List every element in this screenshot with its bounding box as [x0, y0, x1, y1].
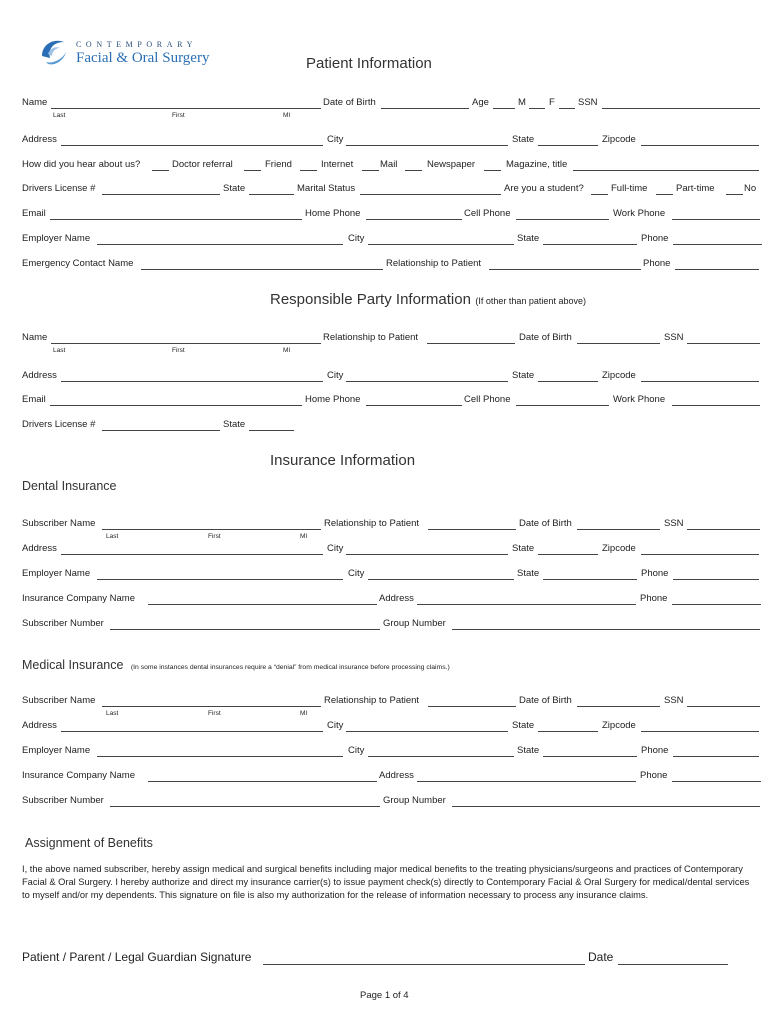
dental-employer-state-field[interactable]	[543, 579, 637, 580]
relationship-label: Relationship to Patient	[386, 258, 482, 269]
address-field[interactable]	[61, 145, 323, 146]
emergency-contact-label: Emergency Contact Name	[22, 258, 134, 269]
medical-employer-state-label: State	[517, 745, 540, 756]
insurance-information-title: Insurance Information	[270, 452, 416, 469]
medical-employer-city-label: City	[348, 745, 365, 756]
signature-date-field[interactable]	[618, 964, 728, 965]
no-label: No	[744, 183, 757, 194]
rp-drivers-license-row	[22, 419, 762, 433]
drivers-license-field[interactable]	[102, 194, 220, 195]
dental-employer-city-field[interactable]	[368, 579, 514, 580]
medical-relationship-field[interactable]	[428, 706, 516, 707]
dental-subscriber-number-field[interactable]	[110, 629, 380, 630]
rp-dl-field[interactable]	[102, 430, 220, 431]
last-sublabel: Last	[53, 112, 66, 119]
friend-label: Friend	[265, 159, 292, 170]
medical-dob-field[interactable]	[577, 706, 660, 707]
home-phone-label: Home Phone	[305, 208, 361, 219]
rp-dl-state-label: State	[223, 419, 246, 430]
patient-address-row	[22, 134, 762, 148]
rp-ssn-field[interactable]	[687, 343, 760, 344]
signature-row	[22, 950, 742, 968]
medical-title-text: Medical Insurance	[22, 658, 124, 672]
how-hear-label: How did you hear about us?	[22, 159, 141, 170]
internet-check[interactable]	[300, 170, 317, 171]
employer-phone-field[interactable]	[673, 244, 762, 245]
full-time-check[interactable]	[591, 194, 608, 195]
medical-zipcode-label: Zipcode	[602, 720, 636, 731]
responsible-title-text: Responsible Party Information	[270, 291, 471, 308]
dental-city-field[interactable]	[346, 554, 508, 555]
dob-field[interactable]	[381, 108, 469, 109]
rp-cell-phone-field[interactable]	[516, 405, 609, 406]
rp-home-phone-field[interactable]	[366, 405, 462, 406]
dental-subscriber-number-label: Subscriber Number	[22, 618, 104, 629]
marital-status-field[interactable]	[360, 194, 501, 195]
dental-subscriber-number-row	[22, 618, 762, 632]
dental-employer-state-label: State	[517, 568, 540, 579]
medical-first-sublabel: First	[208, 710, 221, 717]
medical-employer-field[interactable]	[97, 756, 343, 757]
medical-employer-phone-field[interactable]	[673, 756, 759, 757]
patient-email-row	[22, 208, 762, 222]
assignment-title: Assignment of Benefits	[25, 836, 153, 850]
rp-work-phone-field[interactable]	[672, 405, 760, 406]
dental-zipcode-label: Zipcode	[602, 543, 636, 554]
email-label: Email	[22, 208, 46, 219]
signature-label: Patient / Parent / Legal Guardian Signature	[22, 950, 252, 964]
medical-city-label: City	[327, 720, 344, 731]
rp-relationship-label: Relationship to Patient	[323, 332, 419, 343]
friend-check[interactable]	[244, 170, 261, 171]
employer-state-label: State	[517, 233, 540, 244]
doctor-referral-check[interactable]	[152, 170, 169, 171]
medical-company-phone-label: Phone	[640, 770, 668, 781]
medical-employer-phone-label: Phone	[641, 745, 669, 756]
medical-last-sublabel: Last	[106, 710, 119, 717]
dental-employer-phone-label: Phone	[641, 568, 669, 579]
first-sublabel: First	[172, 112, 185, 119]
dental-dob-label: Date of Birth	[519, 518, 572, 529]
medical-address-label: Address	[22, 720, 57, 731]
medical-employer-state-field[interactable]	[543, 756, 637, 757]
signature-date-label: Date	[588, 950, 614, 964]
dental-company-phone-label: Phone	[640, 593, 668, 604]
state-field[interactable]	[538, 145, 598, 146]
age-field[interactable]	[493, 108, 515, 109]
no-check[interactable]	[726, 194, 743, 195]
rp-email-label: Email	[22, 394, 46, 405]
medical-address-row	[22, 720, 762, 734]
medical-insurance-title	[22, 656, 450, 674]
rp-dob-field[interactable]	[577, 343, 660, 344]
rp-email-field[interactable]	[50, 405, 302, 406]
medical-group-number-field[interactable]	[452, 806, 760, 807]
medical-subscriber-number-label: Subscriber Number	[22, 795, 104, 806]
assignment-paragraph: I, the above named subscriber, hereby assign medical and surgical benefits including major medical benefits to the treating physicians/surgeons and practices of Contemporary Facial & Oral Surgery. I hereby authorize and direct my insurance carrier(s) to issue payment check(s) directly to Contemporary Facial & Oral Surgery for medical/dental services to myself and/or my dependents. This signature on file is also my authorization for the release of information necessary to process any insurance claims.	[22, 864, 750, 900]
work-phone-label: Work Phone	[613, 208, 666, 219]
dental-employer-city-label: City	[348, 568, 365, 579]
medical-address-field[interactable]	[61, 731, 323, 732]
home-phone-field[interactable]	[366, 219, 462, 220]
medical-relationship-label: Relationship to Patient	[324, 695, 420, 706]
dental-last-sublabel: Last	[106, 533, 119, 540]
dental-insurance-title: Dental Insurance	[22, 479, 117, 493]
medical-company-address-label: Address	[379, 770, 414, 781]
emergency-contact-row	[22, 258, 762, 272]
email-field[interactable]	[50, 219, 302, 220]
magazine-check[interactable]	[484, 170, 501, 171]
medical-zipcode-field[interactable]	[641, 731, 759, 732]
rp-address-field[interactable]	[61, 381, 323, 382]
dental-subscriber-label: Subscriber Name	[22, 518, 96, 529]
rp-first-sublabel: First	[172, 347, 185, 354]
medical-mi-sublabel: MI	[300, 710, 308, 717]
dental-address-row	[22, 543, 762, 557]
medical-company-address-field[interactable]	[417, 781, 636, 782]
dental-employer-field[interactable]	[97, 579, 343, 580]
rp-mi-sublabel: MI	[283, 347, 291, 354]
dental-city-label: City	[327, 543, 344, 554]
magazine-label: Magazine, title	[506, 159, 568, 170]
part-time-label: Part-time	[676, 183, 715, 194]
marital-status-label: Marital Status	[297, 183, 356, 194]
responsible-party-title	[270, 291, 586, 309]
rp-cell-phone-label: Cell Phone	[464, 394, 511, 405]
address-label: Address	[22, 134, 57, 145]
dental-relationship-field[interactable]	[428, 529, 516, 530]
dob-label: Date of Birth	[323, 97, 376, 108]
newspaper-check[interactable]	[405, 170, 422, 171]
employer-city-field[interactable]	[368, 244, 514, 245]
rp-name-field[interactable]	[51, 343, 321, 344]
dental-company-label: Insurance Company Name	[22, 593, 135, 604]
medical-subscriber-field[interactable]	[102, 706, 321, 707]
rp-name-label: Name	[22, 332, 48, 343]
cell-phone-field[interactable]	[516, 219, 609, 220]
patient-employer-row	[22, 233, 762, 247]
rp-zipcode-label: Zipcode	[602, 370, 636, 381]
zipcode-field[interactable]	[641, 145, 759, 146]
dental-address-label: Address	[22, 543, 57, 554]
dental-company-address-field[interactable]	[417, 604, 636, 605]
mail-label: Mail	[380, 159, 398, 170]
dental-group-number-field[interactable]	[452, 629, 760, 630]
dental-mi-sublabel: MI	[300, 533, 308, 540]
emergency-phone-field[interactable]	[675, 269, 759, 270]
logo-top-text: CONTEMPORARY	[76, 40, 197, 49]
ssn-field[interactable]	[602, 108, 760, 109]
m-field[interactable]	[529, 108, 545, 109]
rp-state-field[interactable]	[538, 381, 598, 382]
dental-relationship-label: Relationship to Patient	[324, 518, 420, 529]
rp-dob-label: Date of Birth	[519, 332, 572, 343]
f-label: F	[549, 97, 555, 108]
medical-employer-row	[22, 745, 762, 759]
logo	[36, 34, 226, 74]
employer-phone-label: Phone	[641, 233, 669, 244]
doctor-referral-label: Doctor referral	[172, 159, 233, 170]
dental-address-field[interactable]	[61, 554, 323, 555]
student-label: Are you a student?	[504, 183, 584, 194]
internet-label: Internet	[321, 159, 354, 170]
employer-city-label: City	[348, 233, 365, 244]
medical-company-label: Insurance Company Name	[22, 770, 135, 781]
medical-city-field[interactable]	[346, 731, 508, 732]
rp-dl-state-field[interactable]	[249, 430, 294, 431]
medical-group-number-label: Group Number	[383, 795, 446, 806]
rp-address-row	[22, 370, 762, 384]
logo-main-text: Facial & Oral Surgery	[76, 50, 210, 66]
employer-state-field[interactable]	[543, 244, 637, 245]
rp-name-row	[22, 332, 762, 346]
dental-dob-field[interactable]	[577, 529, 660, 530]
patient-name-row	[22, 97, 762, 111]
dental-company-field[interactable]	[148, 604, 377, 605]
magazine-title-field[interactable]	[573, 170, 759, 171]
dental-subscriber-field[interactable]	[102, 529, 321, 530]
name-label: Name	[22, 97, 48, 108]
relationship-field[interactable]	[489, 269, 641, 270]
page-number: Page 1 of 4	[360, 990, 409, 1001]
full-time-label: Full-time	[611, 183, 648, 194]
emergency-contact-field[interactable]	[141, 269, 383, 270]
medical-subscriber-number-field[interactable]	[110, 806, 380, 807]
medical-ssn-label: SSN	[664, 695, 684, 706]
medical-company-phone-field[interactable]	[672, 781, 761, 782]
dental-company-phone-field[interactable]	[672, 604, 761, 605]
f-field[interactable]	[559, 108, 575, 109]
rp-work-phone-label: Work Phone	[613, 394, 666, 405]
medical-company-field[interactable]	[148, 781, 377, 782]
referral-row	[22, 159, 762, 173]
name-field[interactable]	[51, 108, 321, 109]
rp-ssn-label: SSN	[664, 332, 684, 343]
dl-state-label: State	[223, 183, 246, 194]
rp-state-label: State	[512, 370, 535, 381]
dental-state-field[interactable]	[538, 554, 598, 555]
medical-note: (In some instances dental insurances require a “denial” from medical insurance before processing claims.)	[130, 664, 450, 671]
dental-company-address-label: Address	[379, 593, 414, 604]
responsible-note: (If other than patient above)	[475, 296, 586, 306]
drivers-license-row	[22, 183, 762, 197]
dental-employer-row	[22, 568, 762, 582]
medical-state-label: State	[512, 720, 535, 731]
work-phone-field[interactable]	[672, 219, 760, 220]
medical-subscriber-row	[22, 695, 762, 709]
employer-name-field[interactable]	[97, 244, 343, 245]
rp-city-field[interactable]	[346, 381, 508, 382]
logo-wave-icon	[36, 34, 72, 70]
city-label: City	[327, 134, 344, 145]
medical-company-row	[22, 770, 762, 784]
medical-state-field[interactable]	[538, 731, 598, 732]
dental-first-sublabel: First	[208, 533, 221, 540]
rp-last-sublabel: Last	[53, 347, 66, 354]
employer-name-label: Employer Name	[22, 233, 91, 244]
cell-phone-label: Cell Phone	[464, 208, 511, 219]
dental-state-label: State	[512, 543, 535, 554]
dental-ssn-field[interactable]	[687, 529, 760, 530]
rp-relationship-field[interactable]	[427, 343, 515, 344]
ssn-label: SSN	[578, 97, 598, 108]
dental-company-row	[22, 593, 762, 607]
zipcode-label: Zipcode	[602, 134, 636, 145]
medical-dob-label: Date of Birth	[519, 695, 572, 706]
signature-field[interactable]	[263, 964, 585, 965]
medical-subscriber-label: Subscriber Name	[22, 695, 96, 706]
dental-ssn-label: SSN	[664, 518, 684, 529]
emergency-phone-label: Phone	[643, 258, 671, 269]
rp-home-phone-label: Home Phone	[305, 394, 361, 405]
rp-address-label: Address	[22, 370, 57, 381]
dental-employer-phone-field[interactable]	[673, 579, 759, 580]
dental-group-number-label: Group Number	[383, 618, 446, 629]
dental-employer-label: Employer Name	[22, 568, 91, 579]
newspaper-label: Newspaper	[427, 159, 476, 170]
medical-employer-city-field[interactable]	[368, 756, 514, 757]
medical-subscriber-number-row	[22, 795, 762, 809]
mail-check[interactable]	[362, 170, 379, 171]
m-label: M	[518, 97, 526, 108]
patient-information-title: Patient Information	[306, 55, 432, 72]
dental-subscriber-row	[22, 518, 762, 532]
dental-zipcode-field[interactable]	[641, 554, 759, 555]
part-time-check[interactable]	[656, 194, 673, 195]
drivers-license-label: Drivers License #	[22, 183, 96, 194]
rp-zipcode-field[interactable]	[641, 381, 759, 382]
medical-ssn-field[interactable]	[687, 706, 760, 707]
dl-state-field[interactable]	[249, 194, 294, 195]
medical-employer-label: Employer Name	[22, 745, 91, 756]
state-label: State	[512, 134, 535, 145]
mi-sublabel: MI	[283, 112, 291, 119]
city-field[interactable]	[346, 145, 508, 146]
rp-email-row	[22, 394, 762, 408]
age-label: Age	[472, 97, 489, 108]
rp-dl-label: Drivers License #	[22, 419, 96, 430]
rp-city-label: City	[327, 370, 344, 381]
